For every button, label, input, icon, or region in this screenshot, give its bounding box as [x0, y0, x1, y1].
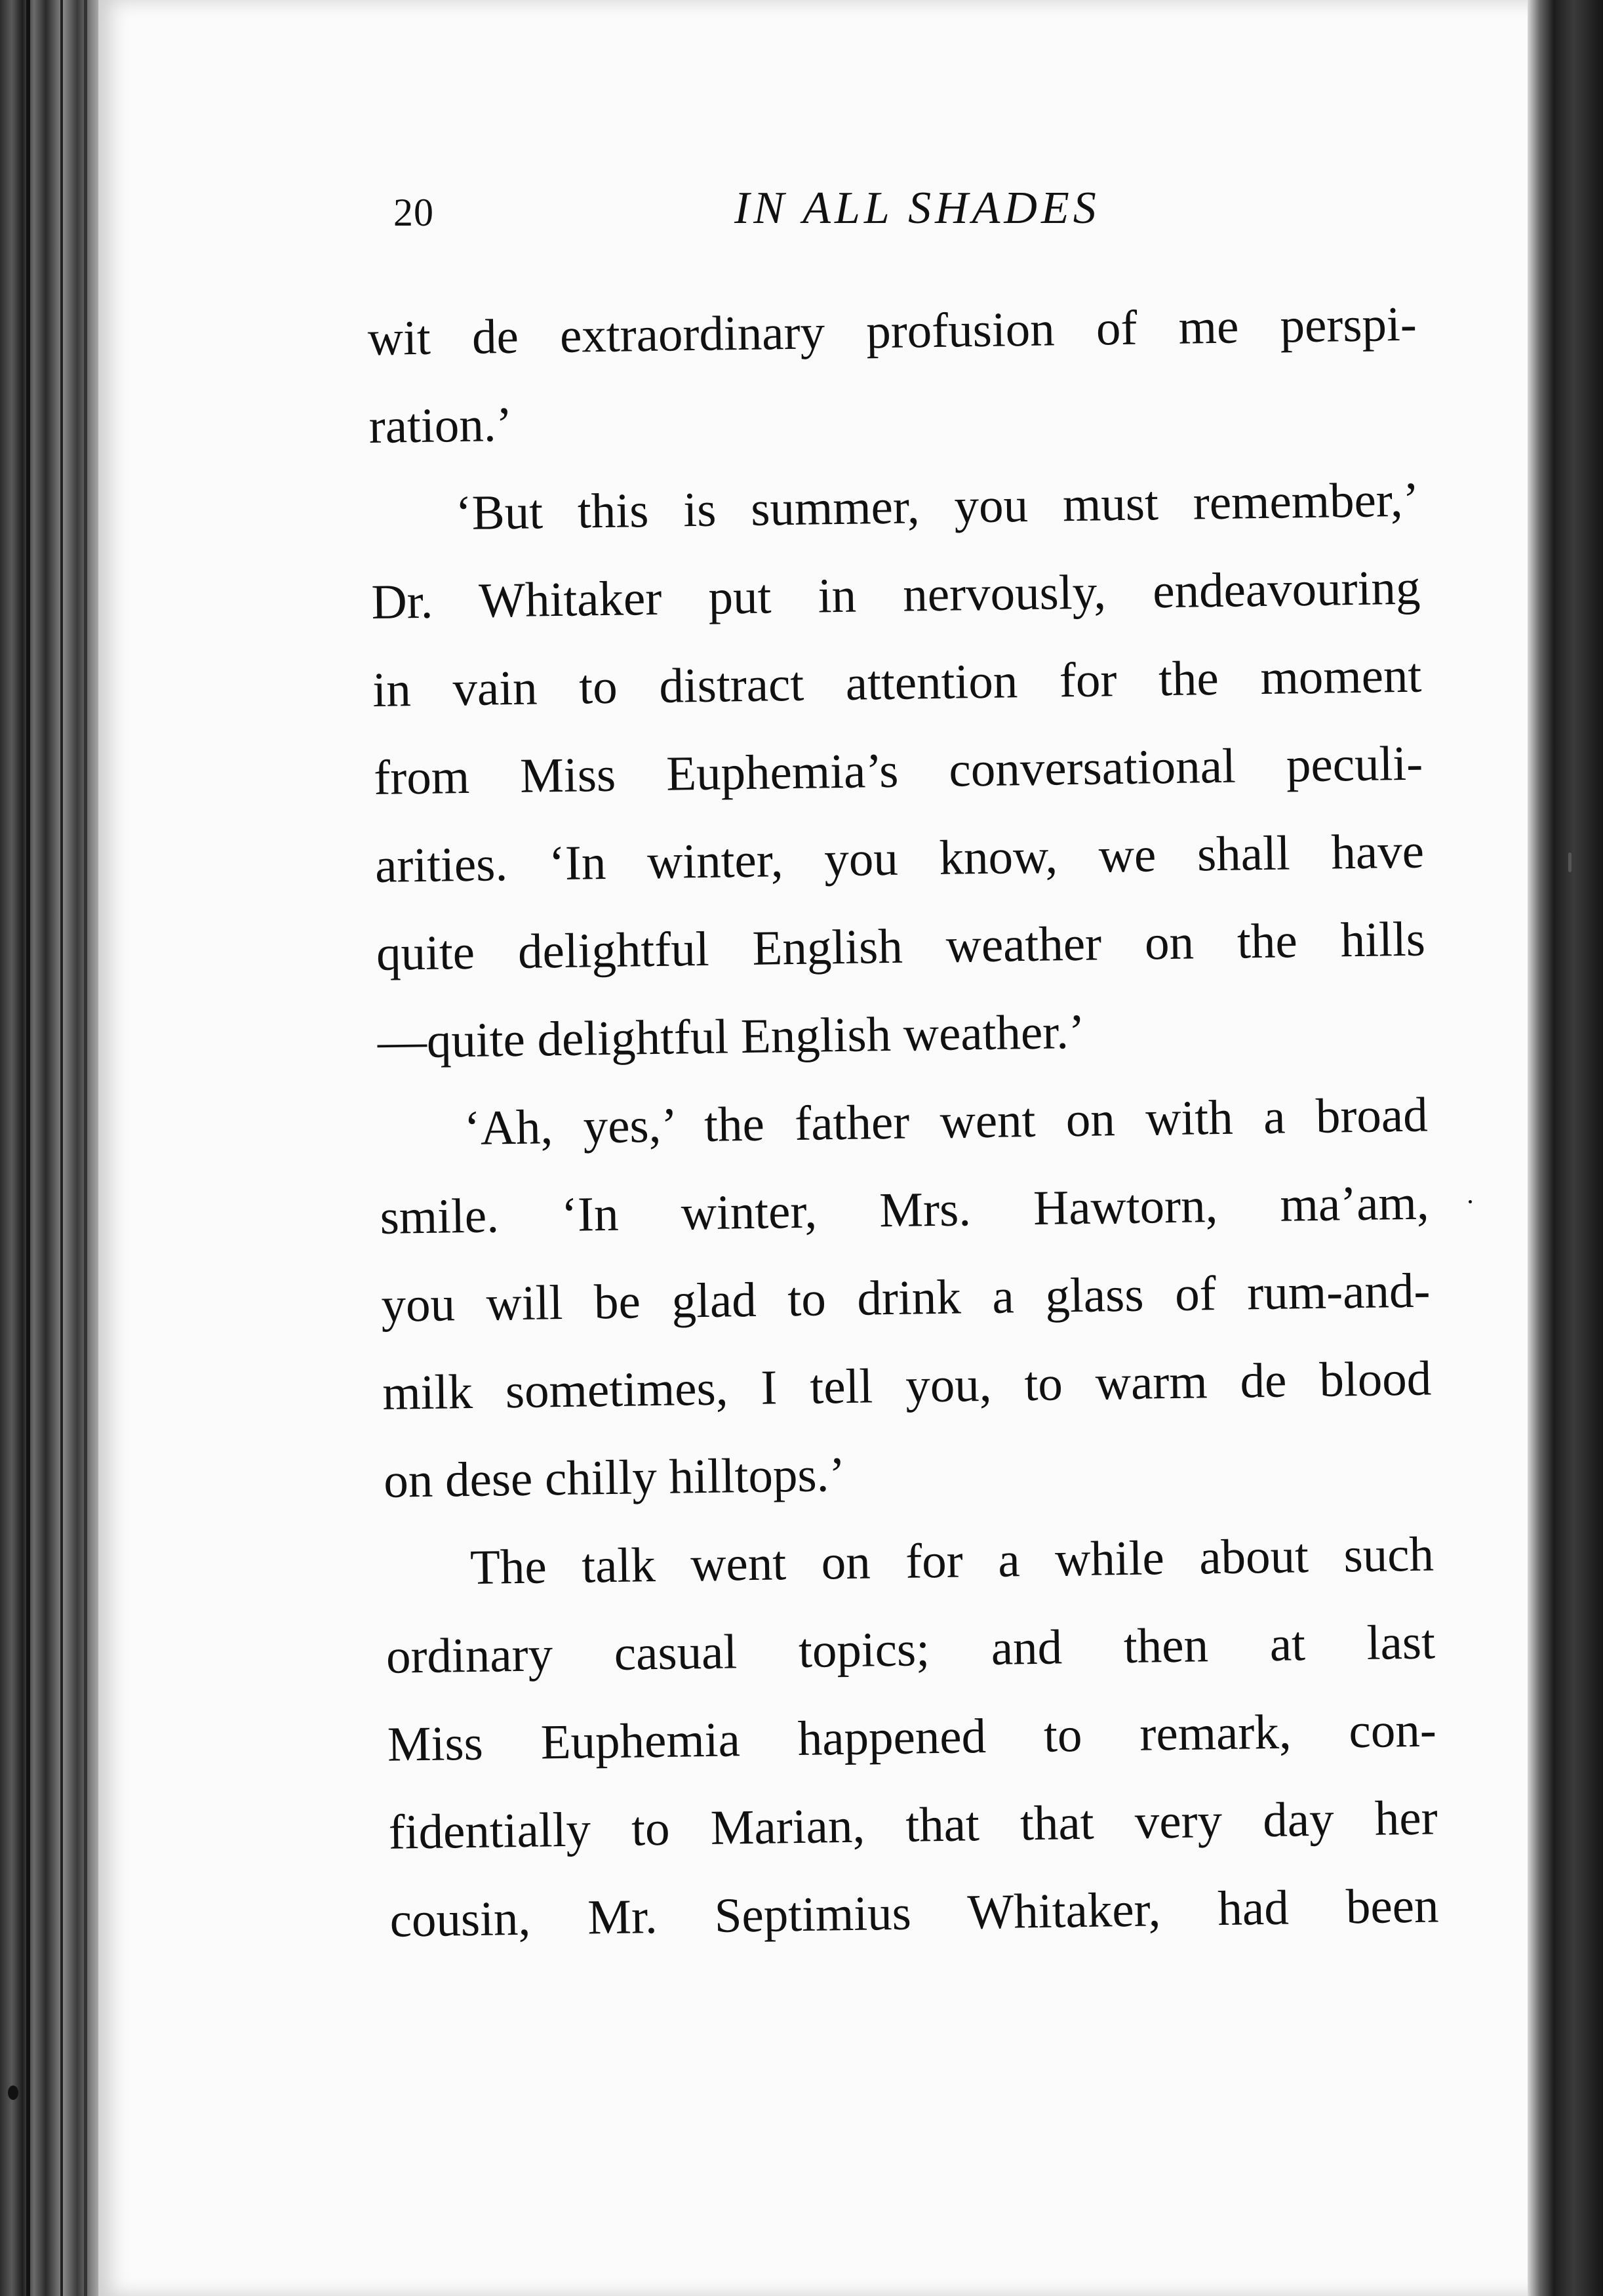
text-line: in vain to distract attention for the moment	[372, 648, 1422, 717]
text-line: The talk went on for a while about such	[469, 1527, 1435, 1595]
binding-edge-line	[26, 0, 30, 2296]
binding-edge-line	[84, 0, 87, 2296]
ink-speck	[8, 2085, 18, 2100]
text-line: fidentially to Marian, that that very day her	[388, 1790, 1438, 1860]
text-line: quite delightful English weather on the hills	[376, 912, 1426, 981]
text-line: Dr. Whitaker put in nervously, endeavouring	[370, 560, 1421, 630]
binding-edge-line	[60, 0, 63, 2296]
text-line: ration.’	[368, 397, 513, 454]
text-line: wit de extraordinary profusion of me perspi-	[367, 296, 1417, 366]
ink-speck	[1469, 1200, 1472, 1203]
text-line: —quite delightful English weather.’	[377, 1004, 1086, 1069]
text-line: smile. ‘In winter, Mrs. Hawtorn, ma’am,	[380, 1175, 1430, 1245]
text-line: cousin, Mr. Septimius Whitaker, had been	[389, 1878, 1440, 1948]
text-line: ‘Ah, yes,’ the father went on with a broad	[464, 1087, 1429, 1156]
page-number: 20	[393, 191, 434, 234]
text-line: from Miss Euphemia’s conversational peculi-	[373, 736, 1423, 805]
text-line: milk sometimes, I tell you, to warm de blood	[382, 1351, 1432, 1420]
text-line: you will be glad to drink a glass of rum-and-	[380, 1263, 1431, 1333]
running-title: IN ALL SHADES	[734, 183, 1100, 233]
text-line: ‘But this is summer, you must remember,’	[455, 472, 1420, 541]
text-line: on dese chilly hilltops.’	[383, 1447, 846, 1508]
page-fore-edge	[1528, 0, 1603, 2296]
running-head	[393, 182, 1416, 254]
ink-speck	[1568, 853, 1572, 872]
text-line: arities. ‘In winter, you know, we shall have	[374, 824, 1425, 893]
text-line: Miss Euphemia happened to remark, con-	[387, 1702, 1437, 1772]
body-text	[367, 281, 1439, 1965]
text-line: ordinary casual topics; and then at last	[386, 1615, 1436, 1684]
